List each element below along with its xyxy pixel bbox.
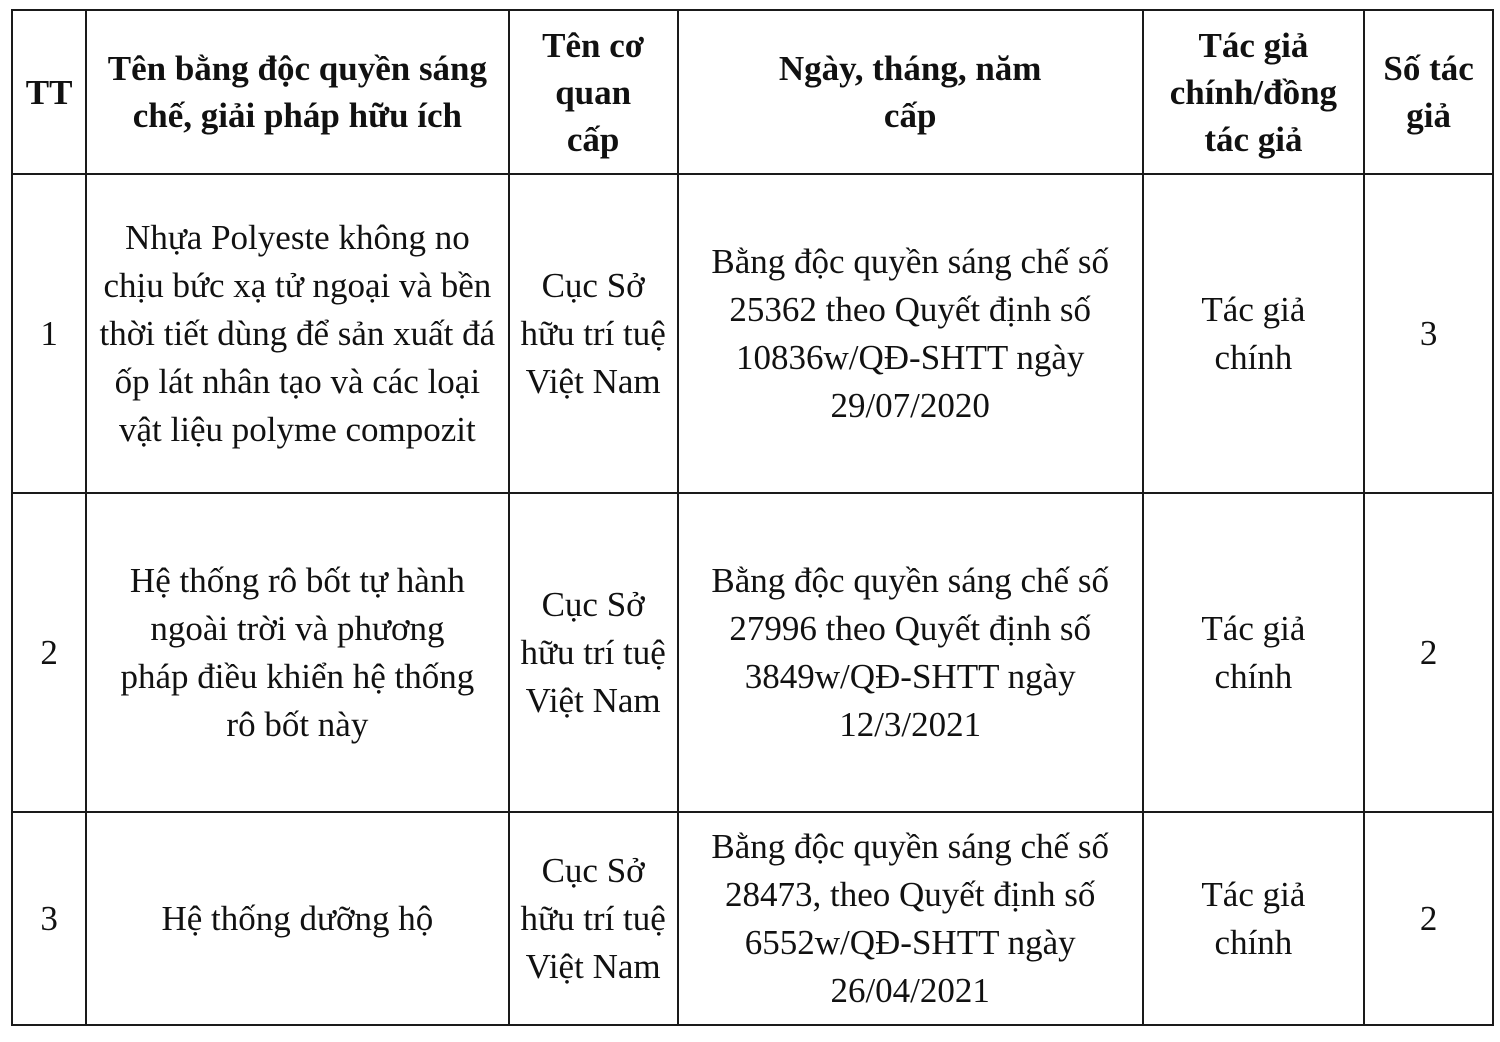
header-author-count-label: Số tác giả (1383, 49, 1474, 135)
cell-issue-date: Bằng độc quyền sáng chế số 28473, theo Quyết định số 6552w/QĐ-SHTT ngày 26/04/2021 (678, 812, 1143, 1025)
cell-issuing-agency: Cục Sở hữu trí tuệ Việt Nam (509, 812, 678, 1025)
patent-table (11, 9, 1494, 1026)
header-tt-label: TT (25, 72, 73, 112)
cell-author-count: 2 (1364, 493, 1493, 812)
cell-issue-date: Bằng độc quyền sáng chế số 27996 theo Quyết định số 3849w/QĐ-SHTT ngày 12/3/2021 (678, 493, 1143, 812)
cell-author-count: 2 (1364, 812, 1493, 1025)
header-issuing-agency (509, 10, 678, 174)
header-patent-name-label: Tên bằng độc quyền sáng chế, giải pháp hữu ích (107, 49, 488, 135)
author-role-text: Tác giả chính (1201, 289, 1306, 377)
table-header-row (12, 10, 1493, 174)
cell-issuing-agency: Cục Sở hữu trí tuệ Việt Nam (509, 174, 678, 493)
table-row (12, 493, 1493, 812)
author-role-text: Tác giả chính (1201, 608, 1306, 696)
cell-issue-date: Bằng độc quyền sáng chế số 25362 theo Quyết định số 10836w/QĐ-SHTT ngày 29/07/2020 (678, 174, 1143, 493)
cell-issuing-agency: Cục Sở hữu trí tuệ Việt Nam (509, 493, 678, 812)
cell-author-role (1143, 812, 1365, 1025)
cell-author-role (1143, 174, 1365, 493)
cell-tt: 2 (12, 493, 86, 812)
patent-name-text: Hệ thống rô bốt tự hành ngoài trời và phương pháp điều khiển hệ thống rô bốt này (120, 560, 475, 744)
header-issue-date-label: Ngày, tháng, năm cấp (778, 49, 1042, 135)
header-issuing-agency-label: Tên cơ quan cấp (542, 25, 645, 159)
header-author-role-label: Tác giả chính/đồng tác giả (1169, 25, 1338, 159)
cell-tt: 1 (12, 174, 86, 493)
cell-patent-name: Hệ thống dưỡng hộ (86, 812, 508, 1025)
table-row (12, 812, 1493, 1025)
header-author-count (1364, 10, 1493, 174)
header-patent-name (86, 10, 508, 174)
cell-author-role (1143, 493, 1365, 812)
cell-tt: 3 (12, 812, 86, 1025)
cell-patent-name: Nhựa Polyeste không no chịu bức xạ tử ngoại và bền thời tiết dùng để sản xuất đá ốp lát nhân tạo và các loại vật liệu polyme compozit (86, 174, 508, 493)
cell-patent-name (86, 493, 508, 812)
table-row (12, 174, 1493, 493)
cell-author-count: 3 (1364, 174, 1493, 493)
header-author-role (1143, 10, 1365, 174)
header-tt (12, 10, 86, 174)
header-issue-date (678, 10, 1143, 174)
author-role-text: Tác giả chính (1201, 874, 1306, 962)
